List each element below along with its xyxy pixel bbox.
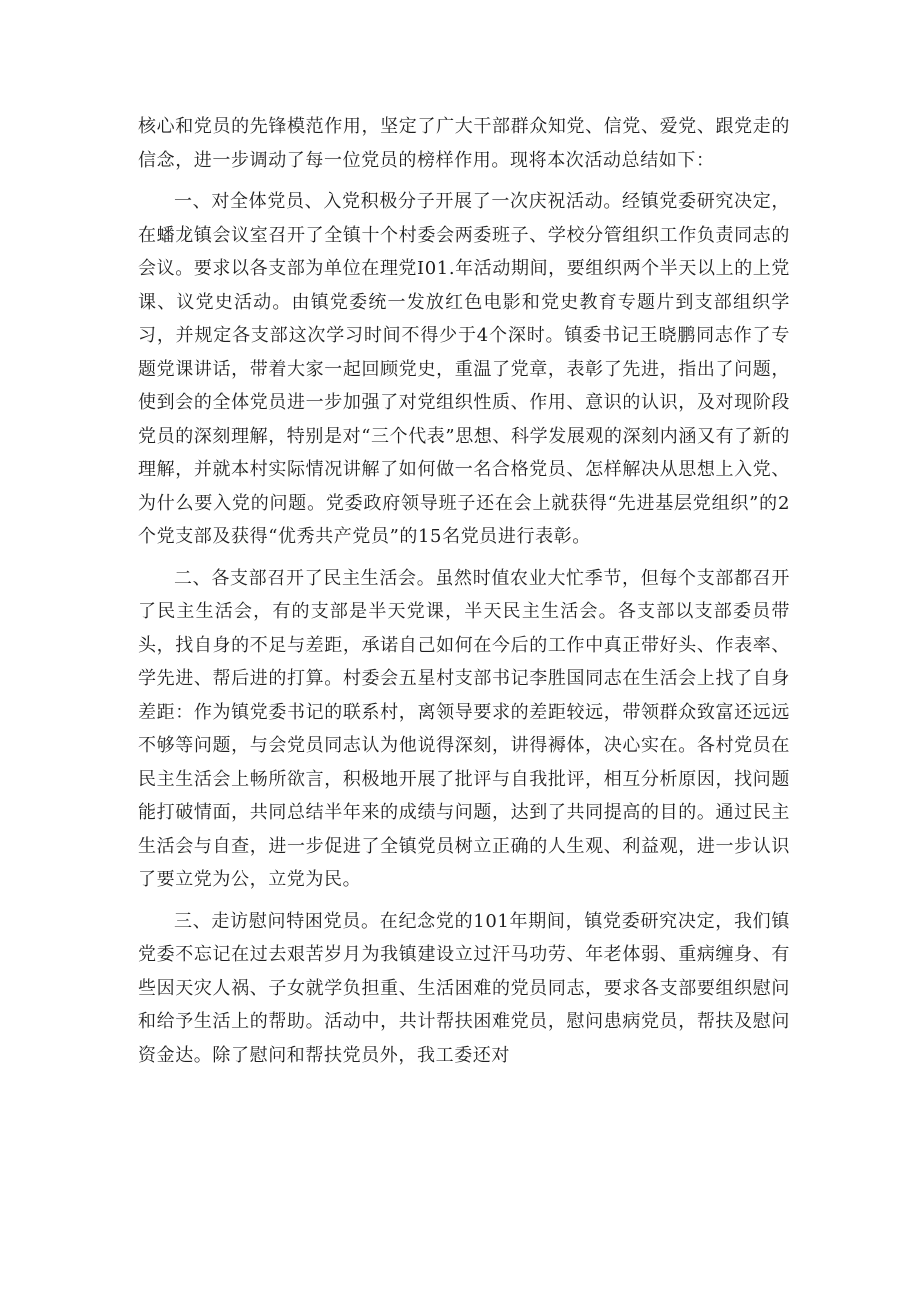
document-page	[138, 110, 790, 1080]
paragraph-section-one: 一、对全体党员、入党积极分子开展了一次庆祝活动。经镇党委研究决定，在蟠龙镇会议室召开了全镇十个村委会两委班子、学校分管组织工作负责同志的会议。要求以各支部为单位在理党I01.年活动期间，要组织两个半天以上的上党课、议党史活动。由镇党委统一发放红色电影和党史教育专题片到支部组织学习，并规定各支部这次学习时间不得少于4个深时。镇委书记王晓鹏同志作了专题党课讲话，带着大家一起回顾党史，重温了党章，表彰了先进，指出了问题，使到会的全体党员进一步加强了对党组织性质、作用、意识的认识，及对现阶段党员的深刻理解，特别是对“三个代表”思想、科学发展观的深刻内涵又有了新的理解，并就本村实际情况讲解了如何做一名合格党员、怎样解决从思想上入党、为什么要入党的问题。党委政府领导班子还在会上就获得“先进基层党组织”的2个党支部及获得“优秀共产党员”的15名党员进行表彰。	[138, 191, 791, 547]
paragraph-intro-continuation: 核心和党员的先锋模范作用，坚定了广大干部群众知党、信党、爱党、跟党走的信念，进一步调动了每一位党员的榜样作用。现将本次活动总结如下：	[138, 116, 790, 171]
paragraph-section-three: 三、走访慰问特困党员。在纪念党的101年期间，镇党委研究决定，我们镇党委不忘记在过去艰苦岁月为我镇建设立过汗马功劳、年老体弱、重病缠身、有些因天灾人祸、子女就学负担重、生活困难的党员同志，要求各支部要组织慰问和给予生活上的帮助。活动中，共计帮扶困难党员，慰问患病党员，帮扶及慰问资金达。除了慰问和帮扶党员外，我工委还对	[138, 910, 790, 1066]
paragraph-section-two: 二、各支部召开了民主生活会。虽然时值农业大忙季节，但每个支部都召开了民主生活会，有的支部是半天党课，半天民主生活会。各支部以支部委员带头，找自身的不足与差距，承诺自己如何在今后的工作中真正带好头、作表率、学先进、帮后进的打算。村委会五星村支部书记李胜国同志在生活会上找了自身差距：作为镇党委书记的联系村，离领导要求的差距较远，带领群众致富还远远不够等问题，与会党员同志认为他说得深刻，讲得褥体，决心实在。各村党员在民主生活会上畅所欲言，积极地开展了批评与自我批评，相互分析原因，找问题能打破情面，共同总结半年来的成绩与问题，达到了共同提高的目的。通过民主生活会与自查，进一步促进了全镇党员树立正确的人生观、利益观，进一步认识了要立党为公，立党为民。	[138, 567, 790, 890]
